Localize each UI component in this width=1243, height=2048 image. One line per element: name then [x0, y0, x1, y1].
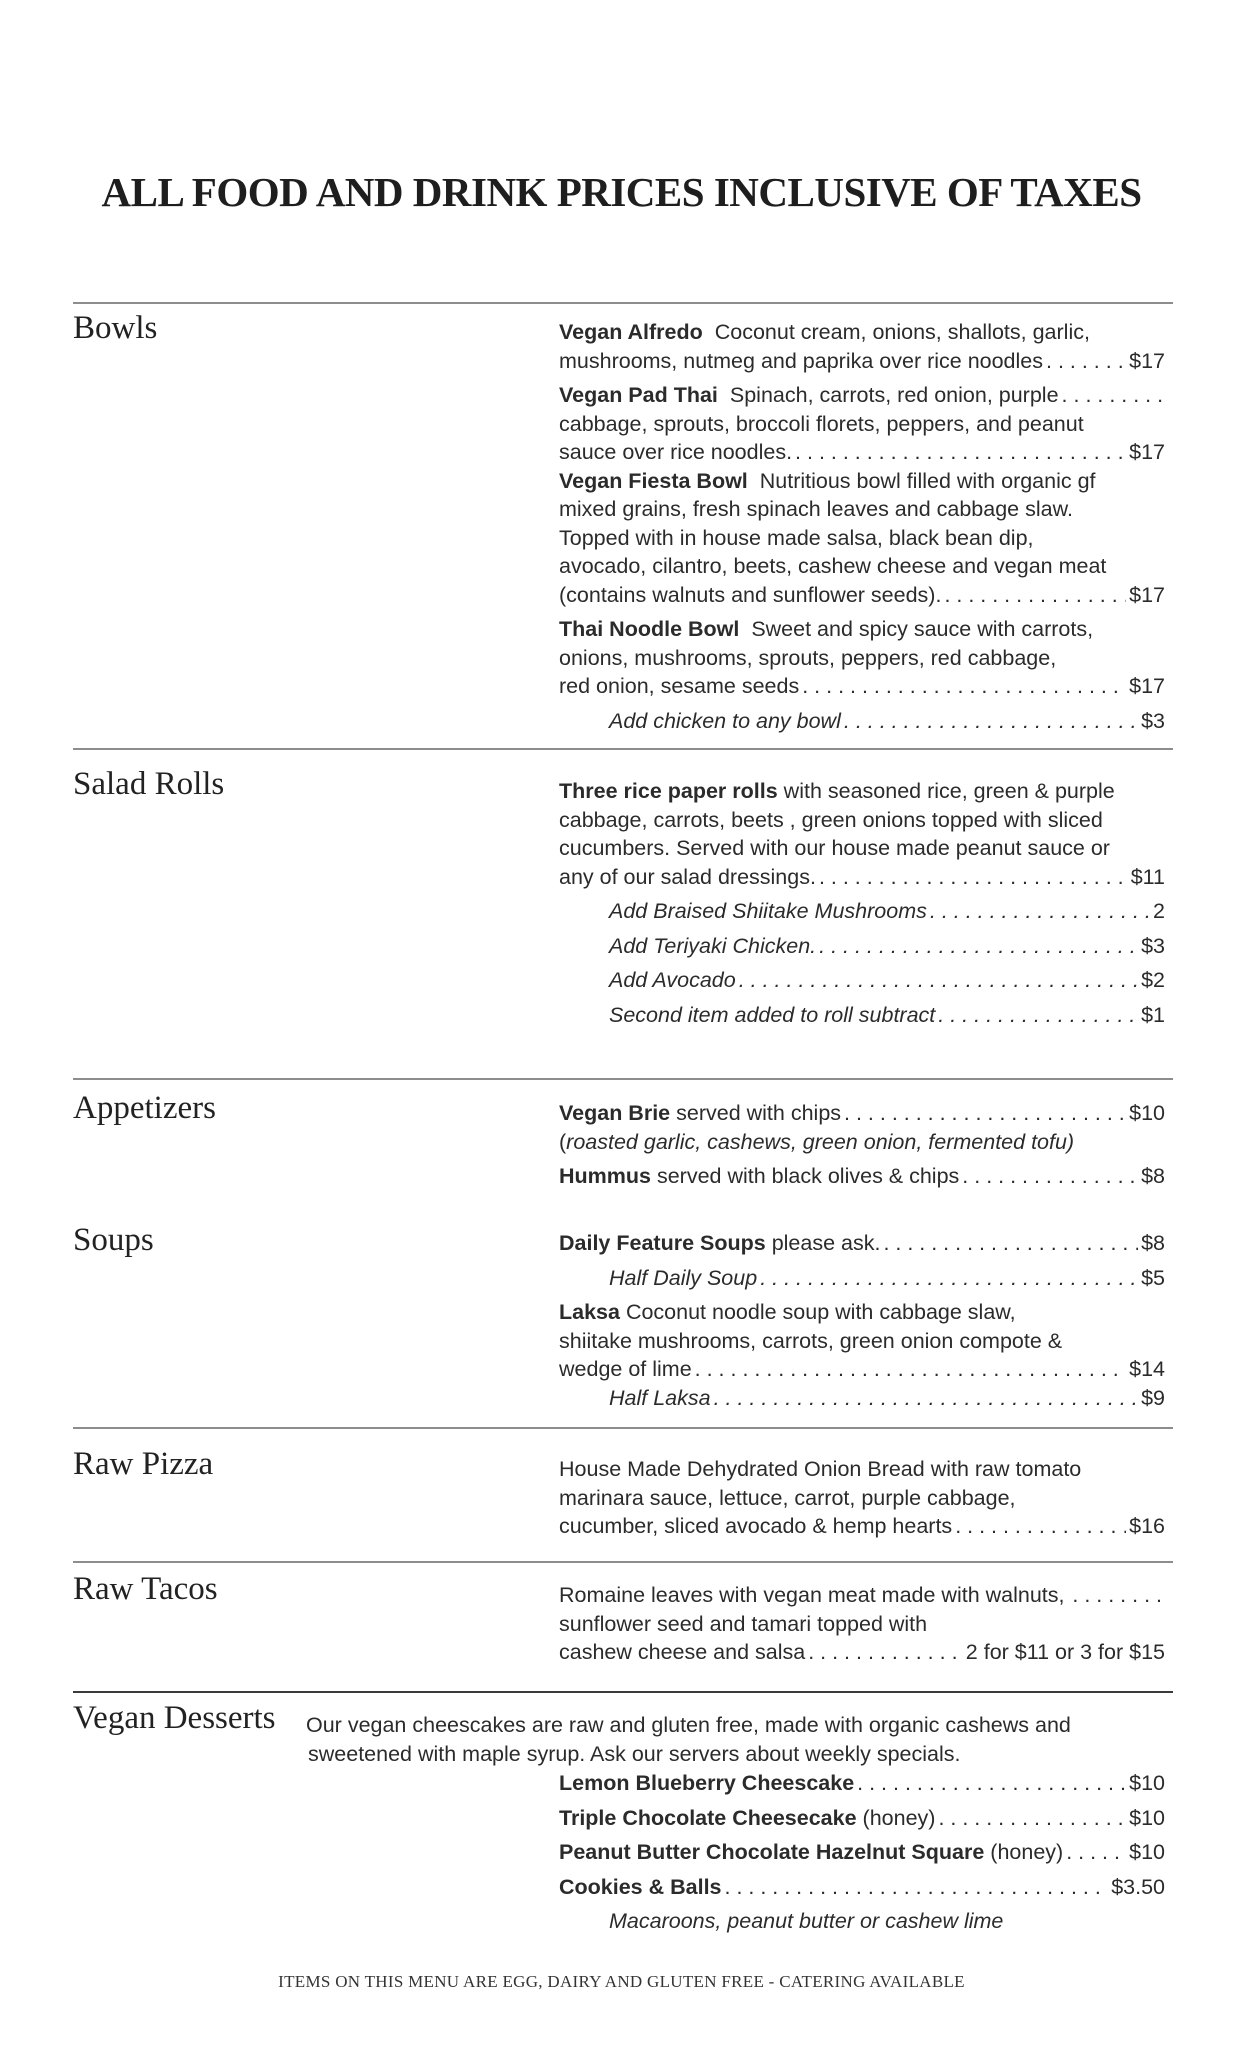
- addon-avocado: [559, 966, 1165, 995]
- addon-second-item: [559, 1001, 1165, 1030]
- item-desc: sunflower seed and tamari topped with: [559, 1611, 928, 1636]
- divider-salad-rolls: [73, 748, 1173, 750]
- leader-dots: [739, 966, 1138, 995]
- item-price: $8: [1141, 1231, 1165, 1255]
- item-desc: cucumber, sliced avocado & hemp hearts: [559, 1514, 953, 1538]
- section-title-raw-tacos: Raw Tacos: [73, 1571, 218, 1607]
- item-desc: Topped with in house made salsa, black bean dip,: [559, 525, 1034, 550]
- menu-item-vegan-brie: [559, 1099, 1165, 1156]
- salad-rolls-items: [559, 777, 1165, 1035]
- desserts-intro: [306, 1711, 1166, 1769]
- addon-label: Second item added to roll subtract: [609, 1002, 936, 1027]
- item-desc: sauce over rice noodles.: [559, 440, 793, 464]
- menu-item-raw-tacos: [559, 1581, 1165, 1667]
- item-price: $16: [1129, 1514, 1165, 1538]
- intro-text: Our vegan cheescakes are raw and gluten free, made with organic cashews and: [306, 1713, 1071, 1737]
- leader-dots: [695, 1355, 1126, 1384]
- item-desc: with seasoned rice, green & purple: [783, 779, 1115, 803]
- item-name: Peanut Butter Chocolate Hazelnut Square: [559, 1840, 985, 1864]
- item-name: Vegan Brie: [559, 1101, 671, 1125]
- addon-price: $2: [1141, 968, 1165, 992]
- menu-item-cookies-balls: [559, 1873, 1165, 1902]
- desserts-items: [559, 1769, 1165, 1942]
- item-price: $3.50: [1111, 1874, 1165, 1899]
- item-desc: Spinach, carrots, red onion, purple: [729, 383, 1059, 407]
- item-name: Vegan Fiesta Bowl: [559, 468, 748, 493]
- item-desc: marinara sauce, lettuce, carrot, purple cabbage,: [559, 1485, 1016, 1510]
- item-name: Vegan Pad Thai: [559, 383, 718, 407]
- item-desc: House Made Dehydrated Onion Bread with raw tomato: [559, 1457, 1082, 1481]
- leader-dots: [725, 1873, 1109, 1902]
- item-price: $17: [1129, 348, 1165, 373]
- item-price: $17: [1129, 440, 1165, 464]
- item-desc: red onion, sesame seeds: [559, 674, 800, 698]
- item-desc: served with black olives & chips: [656, 1164, 960, 1188]
- item-name: Cookies & Balls: [559, 1874, 722, 1899]
- leader-dots: [802, 672, 1126, 701]
- note-paren: (: [559, 1129, 567, 1154]
- menu-item-vegan-alfredo: [559, 318, 1165, 375]
- menu-item-thai-noodle-bowl: [559, 615, 1165, 701]
- menu-item-peanut-butter-square: [559, 1838, 1165, 1867]
- dessert-note: Macaroons, peanut butter or cashew lime: [609, 1909, 1004, 1933]
- addon-label: Half Daily Soup: [609, 1265, 758, 1290]
- item-desc: cabbage, carrots, beets , green onions topped with sliced: [559, 807, 1103, 832]
- addon-label: Add chicken to any bowl: [609, 708, 841, 733]
- item-desc: served with chips: [676, 1101, 842, 1125]
- item-desc: (contains walnuts and sunflower seeds).: [559, 582, 942, 607]
- addon-label: Add Braised Shiitake Mushrooms: [609, 899, 927, 923]
- leader-dots: [1062, 381, 1162, 410]
- section-title-bowls: Bowls: [73, 310, 158, 346]
- item-desc: Nutritious bowl filled with organic gf: [759, 468, 1096, 493]
- section-title-appetizers: Appetizers: [73, 1090, 216, 1126]
- item-desc: Coconut noodle soup with cabbage slaw,: [625, 1300, 1016, 1324]
- item-desc: mushrooms, nutmeg and paprika over rice noodles: [559, 348, 1044, 373]
- item-price: $8: [1141, 1164, 1165, 1188]
- menu-item-lemon-blueberry: [559, 1769, 1165, 1798]
- item-price: $10: [1129, 1771, 1165, 1795]
- menu-item-hummus: [559, 1162, 1165, 1191]
- section-title-salad-rolls: Salad Rolls: [73, 766, 225, 802]
- item-desc: (honey): [990, 1840, 1064, 1864]
- item-price: $10: [1129, 1840, 1165, 1864]
- leader-dots: [1066, 1838, 1126, 1867]
- leader-dots: [883, 1229, 1138, 1258]
- leader-dots: [955, 1512, 1126, 1541]
- leader-dots: [1046, 347, 1126, 376]
- item-desc: shiitake mushrooms, carrots, green onion compote &: [559, 1328, 1063, 1353]
- item-desc: mixed grains, fresh spinach leaves and cabbage slaw.: [559, 497, 1073, 521]
- section-title-soups: Soups: [73, 1222, 154, 1258]
- section-title-desserts: Vegan Desserts: [73, 1700, 276, 1736]
- addon-price: $1: [1141, 1002, 1165, 1027]
- leader-dots: [844, 707, 1138, 736]
- addon-half-daily-soup: [559, 1264, 1165, 1293]
- item-price: $14: [1129, 1357, 1165, 1381]
- intro-text: sweetened with maple syrup. Ask our servers about weekly specials.: [308, 1742, 961, 1766]
- item-name: Three rice paper rolls: [559, 779, 778, 803]
- divider-raw-tacos: [73, 1561, 1173, 1563]
- addon-half-laksa: [559, 1384, 1165, 1413]
- menu-item-vegan-fiesta-bowl: [559, 467, 1165, 610]
- leader-dots: [819, 932, 1138, 961]
- menu-item-raw-pizza: [559, 1455, 1165, 1541]
- item-name: Thai Noodle Bowl: [559, 617, 740, 641]
- item-desc: (honey): [862, 1805, 936, 1830]
- addon-label: Add Teriyaki Chicken.: [609, 933, 817, 958]
- menu-item-rice-paper-rolls: [559, 777, 1165, 891]
- addon-teriyaki-chicken: [559, 932, 1165, 961]
- divider-desserts: [73, 1691, 1173, 1693]
- item-desc: avocado, cilantro, beets, cashew cheese and vegan meat: [559, 554, 1107, 578]
- leader-dots: [938, 1001, 1138, 1030]
- addon-price: $5: [1141, 1265, 1165, 1290]
- leader-dots: [857, 1769, 1126, 1798]
- leader-dots: [962, 1162, 1138, 1191]
- item-desc: please ask.: [771, 1231, 881, 1255]
- addon-price: $3: [1141, 933, 1165, 958]
- menu-item-daily-soup: [559, 1229, 1165, 1258]
- item-name: Vegan Alfredo: [559, 320, 703, 344]
- item-desc: cashew cheese and salsa: [559, 1640, 806, 1664]
- item-price: $10: [1129, 1101, 1165, 1125]
- item-desc: Romaine leaves with vegan meat made with walnuts,: [559, 1583, 1065, 1607]
- addon-price: 2: [1153, 899, 1165, 923]
- item-name: Laksa: [559, 1300, 620, 1324]
- addon-price: $3: [1141, 708, 1165, 733]
- raw-tacos-items: [559, 1581, 1165, 1673]
- leader-dots: [844, 1099, 1126, 1128]
- leader-dots: [760, 1264, 1138, 1293]
- item-desc: Coconut cream, onions, shallots, garlic,: [714, 320, 1090, 344]
- item-price: $10: [1129, 1805, 1165, 1830]
- menu-item-triple-chocolate: [559, 1804, 1165, 1833]
- appetizers-items: [559, 1099, 1165, 1197]
- addon-label: Half Laksa: [609, 1385, 711, 1410]
- soups-items: [559, 1229, 1165, 1418]
- bowls-items: [559, 318, 1165, 741]
- leader-dots: [795, 438, 1126, 467]
- addon-shiitake: [559, 897, 1165, 926]
- item-name: Lemon Blueberry Cheescake: [559, 1771, 855, 1795]
- item-desc: Sweet and spicy sauce with carrots,: [751, 617, 1094, 641]
- divider-appetizers: [73, 1078, 1173, 1080]
- item-desc: wedge of lime: [559, 1357, 692, 1381]
- addon-chicken: [559, 707, 1165, 736]
- leader-dots: [819, 863, 1128, 892]
- leader-dots: [714, 1384, 1138, 1413]
- leader-dots: [1068, 1581, 1162, 1610]
- item-note: [559, 1128, 1165, 1157]
- item-price: $17: [1129, 674, 1165, 698]
- item-desc: onions, mushrooms, sprouts, peppers, red cabbage,: [559, 645, 1057, 670]
- addon-label: Add Avocado: [609, 968, 736, 992]
- leader-dots: [808, 1638, 963, 1667]
- leader-dots: [930, 897, 1150, 926]
- item-price: $17: [1129, 582, 1165, 607]
- menu-item-laksa: [559, 1298, 1165, 1384]
- note-text: roasted garlic, cashews, green onion, fermented tofu): [566, 1129, 1075, 1154]
- leader-dots: [944, 581, 1126, 610]
- item-desc: cabbage, sprouts, broccoli florets, peppers, and peanut: [559, 411, 1084, 436]
- item-name: Triple Chocolate Cheesecake: [559, 1805, 857, 1830]
- leader-dots: [938, 1804, 1126, 1833]
- item-desc: cucumbers. Served with our house made peanut sauce or: [559, 836, 1110, 860]
- addon-price: $9: [1141, 1385, 1165, 1410]
- item-name: Hummus: [559, 1164, 651, 1188]
- raw-pizza-items: [559, 1455, 1165, 1547]
- divider-bowls: [73, 302, 1173, 304]
- section-title-raw-pizza: Raw Pizza: [73, 1446, 214, 1482]
- menu-item-vegan-pad-thai: [559, 381, 1165, 467]
- page-title: ALL FOOD AND DRINK PRICES INCLUSIVE OF TAXES: [101, 169, 1142, 215]
- divider-raw-pizza: [73, 1427, 1173, 1429]
- item-desc: any of our salad dressings.: [559, 864, 816, 889]
- footer-note: ITEMS ON THIS MENU ARE EGG, DAIRY AND GLUTEN FREE - CATERING AVAILABLE: [278, 1972, 965, 1991]
- item-price: $11: [1130, 864, 1165, 889]
- item-price: 2 for $11 or 3 for $15: [965, 1640, 1165, 1664]
- item-name: Daily Feature Soups: [559, 1231, 766, 1255]
